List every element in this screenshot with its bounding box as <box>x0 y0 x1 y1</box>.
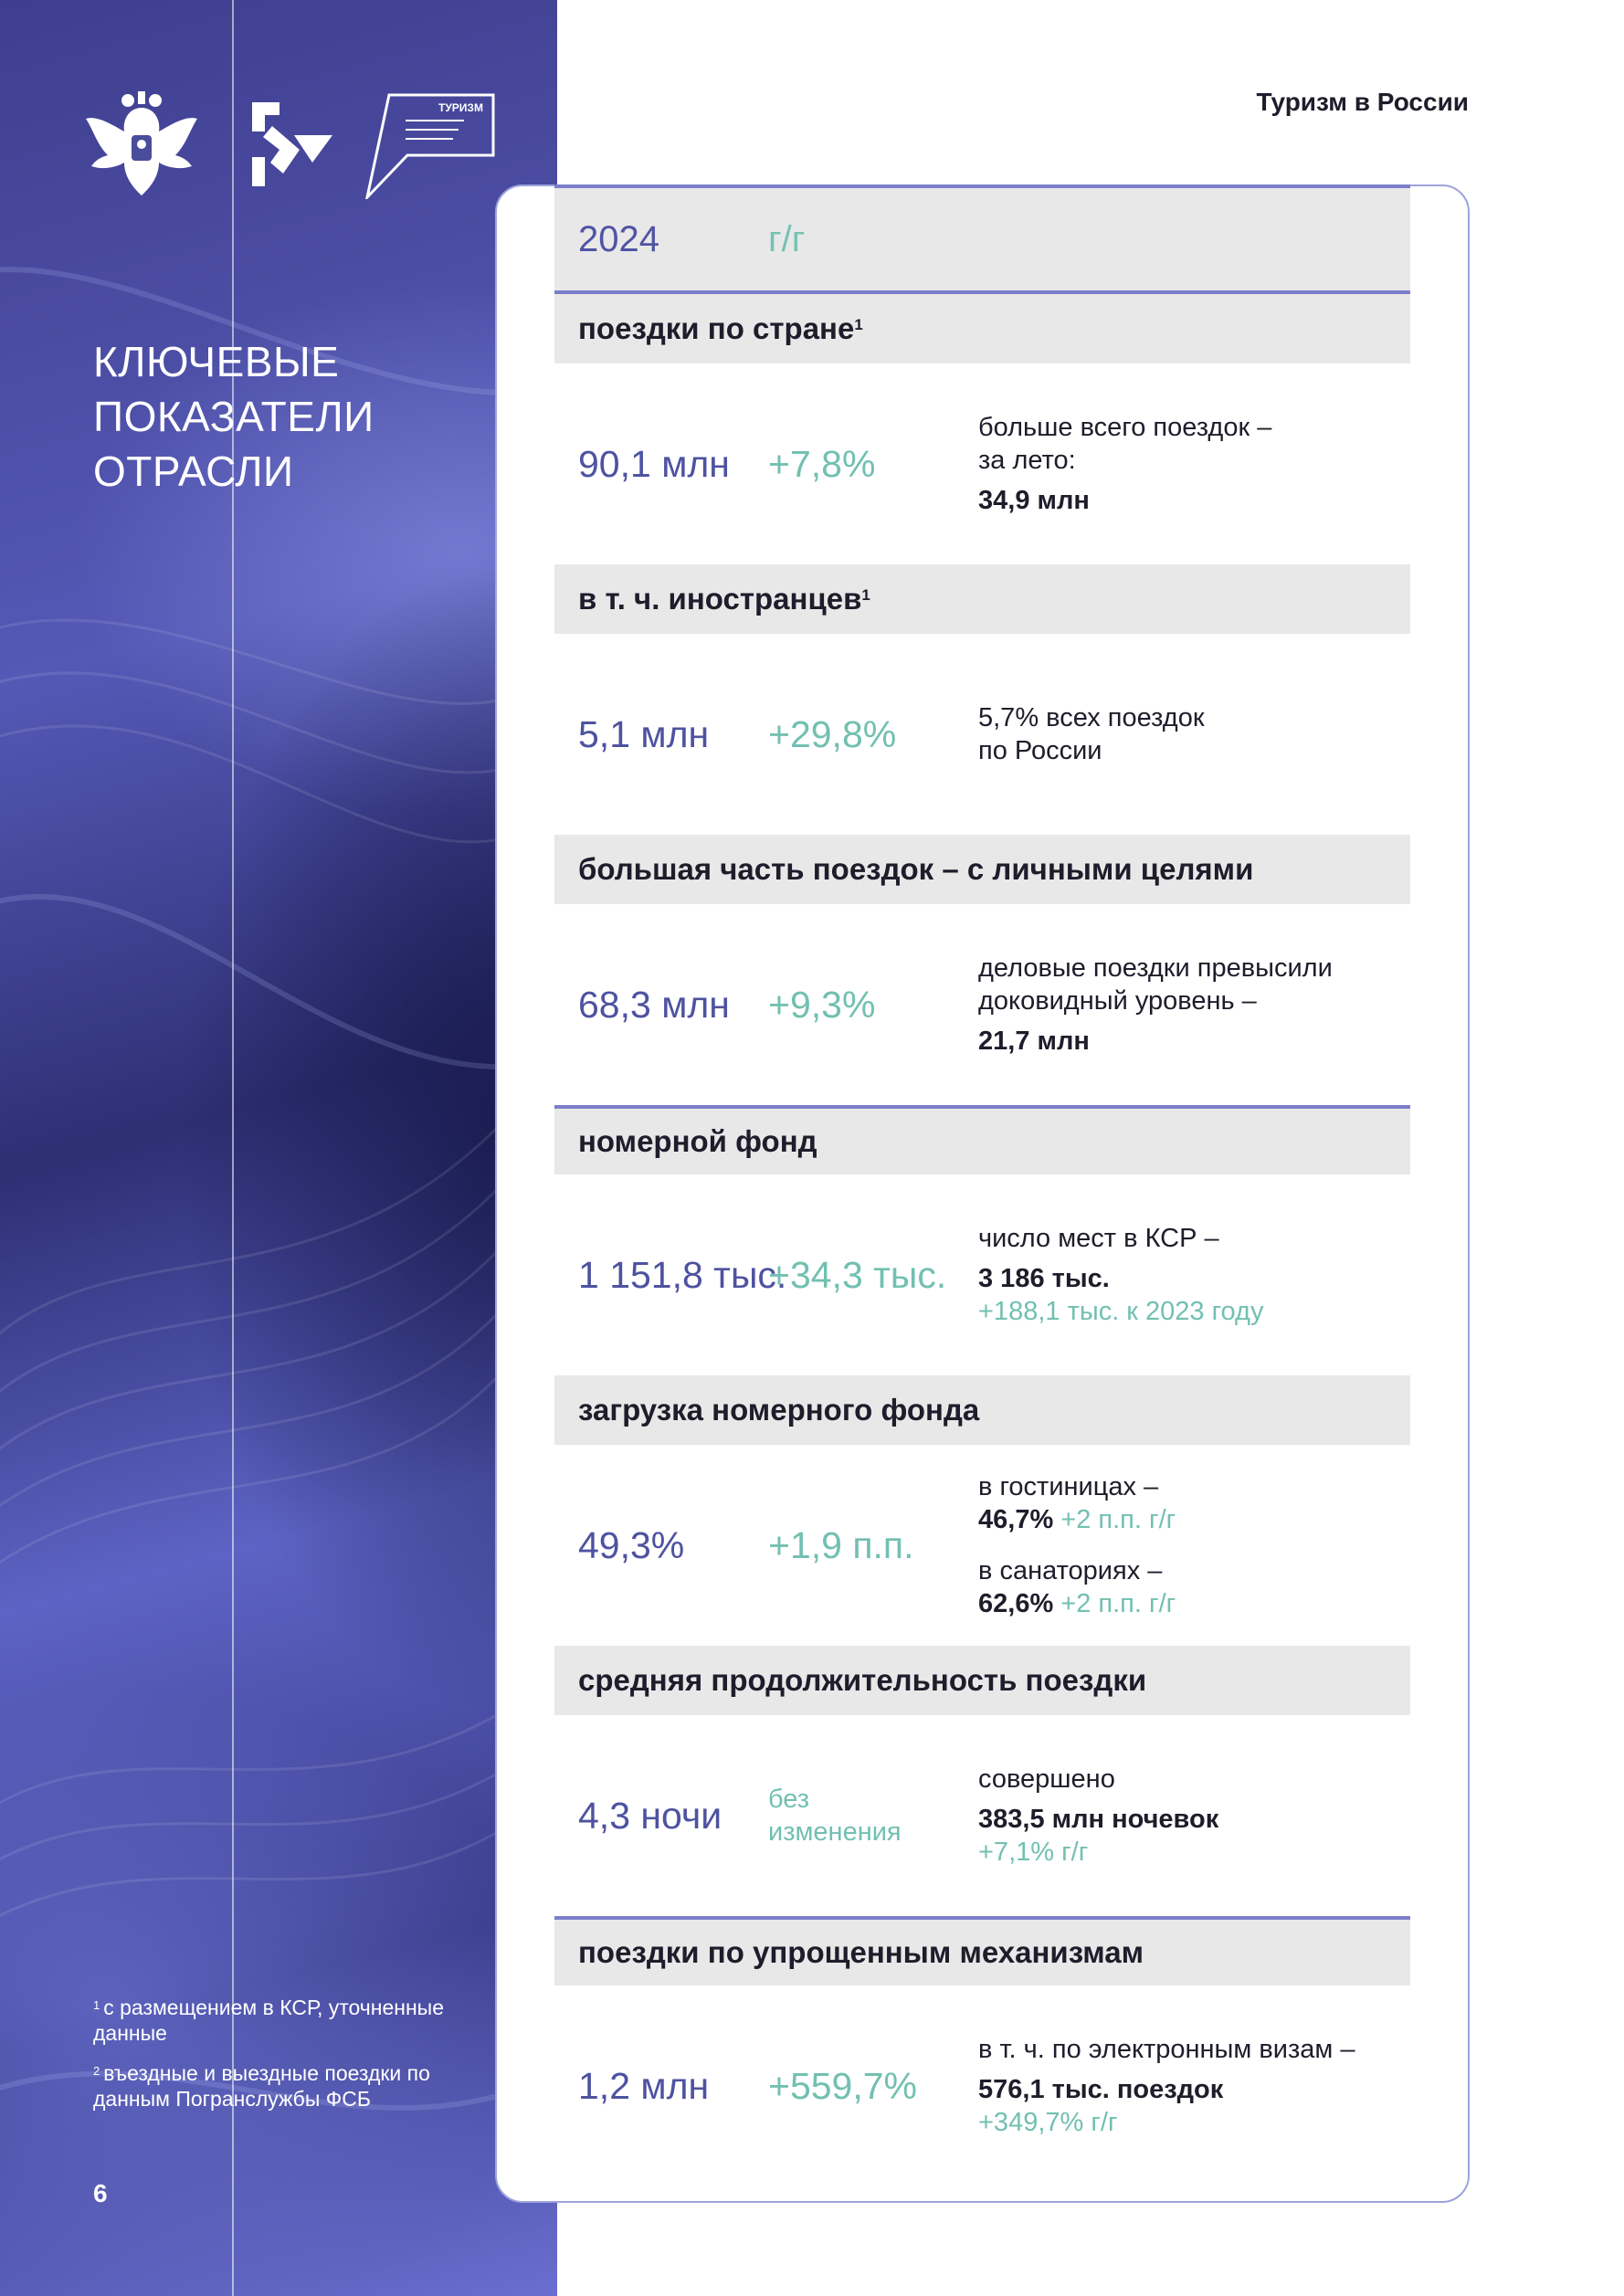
hotels-occupancy <box>978 1503 1410 1536</box>
section-title-text: в т. ч. иностранцев <box>578 582 862 616</box>
metric-change: +7,8% <box>768 442 876 485</box>
metric-note <box>978 411 1410 517</box>
metric-note <box>978 1222 1410 1328</box>
footnote-mark: 1 <box>93 1998 100 2012</box>
metric-note <box>978 701 1410 767</box>
sanatorium-value: 62,6% <box>978 1589 1054 1618</box>
section-title <box>554 1916 1410 1985</box>
heading-line: ПОКАЗАТЕЛИ <box>93 393 374 440</box>
column-yoy: г/г <box>768 218 806 259</box>
section-title <box>554 835 1410 904</box>
footnote-text: с размещением в КСР, уточненные данные <box>93 1996 444 2045</box>
hotels-value: 46,7% <box>978 1505 1054 1534</box>
note-highlight: 3 186 тыс. <box>978 1264 1110 1293</box>
note-line: деловые поездки превысили <box>978 953 1333 983</box>
note-line: за лето: <box>978 446 1076 475</box>
change-line: без <box>768 1785 810 1814</box>
metric-row <box>554 1985 1410 2186</box>
metric-note <box>978 2033 1410 2139</box>
metric-row <box>554 904 1410 1105</box>
note-change: +188,1 тыс. к 2023 году <box>978 1297 1264 1326</box>
brand-mark-icon <box>248 99 334 190</box>
section-title-text: поездки по упрощенным механизмам <box>578 1935 1144 1969</box>
page-number: 6 <box>93 2179 108 2207</box>
tour-logo-text: ТУРИЗМ <box>438 101 483 114</box>
note-highlight: 21,7 млн <box>978 1027 1090 1056</box>
metric-note <box>978 1763 1410 1869</box>
metric-row <box>554 634 1410 835</box>
metric-change: +559,7% <box>768 2064 917 2107</box>
footnotes <box>93 1995 486 2126</box>
column-year: 2024 <box>578 218 659 259</box>
footnote-text: въездные и выездные поездки по данным Погранслужбы ФСБ <box>93 2061 430 2111</box>
sanatorium-occupancy <box>978 1587 1410 1620</box>
footnote-2 <box>93 2060 486 2112</box>
section-title <box>554 294 1410 363</box>
section-title-text: средняя продолжительность поездки <box>578 1663 1147 1697</box>
metric-value: 1,2 млн <box>578 2064 710 2107</box>
footnote-1 <box>93 1995 486 2046</box>
hotels-change: +2 п.п. г/г <box>1060 1505 1176 1534</box>
metric-row <box>554 1445 1410 1646</box>
metric-change: +9,3% <box>768 983 876 1026</box>
metric-value: 68,3 млн <box>578 983 730 1026</box>
note-highlight: 34,9 млн <box>978 486 1090 515</box>
note-line: в т. ч. по электронным визам – <box>978 2035 1355 2064</box>
note-change: +7,1% г/г <box>978 1838 1089 1867</box>
metric-value: 5,1 млн <box>578 712 710 755</box>
note-line: совершено <box>978 1764 1115 1794</box>
metric-change: +1,9 п.п. <box>768 1523 914 1566</box>
state-emblem-eagle-icon <box>84 88 199 199</box>
metric-row <box>554 363 1410 564</box>
metric-change: +34,3 тыс. <box>768 1253 947 1296</box>
metric-change: +29,8% <box>768 712 897 755</box>
note-line: в санаториях – <box>978 1556 1163 1585</box>
metric-note <box>978 1470 1410 1620</box>
heading-line: ОТРАСЛИ <box>93 448 294 495</box>
footnote-mark: 2 <box>93 2064 100 2078</box>
metric-row <box>554 1715 1410 1916</box>
indicators-table <box>554 184 1410 2186</box>
heading-line: КЛЮЧЕВЫЕ <box>93 338 340 385</box>
note-line: 5,7% всех поездок <box>978 703 1205 732</box>
note-line: число мест в КСР – <box>978 1224 1219 1253</box>
metric-value: 49,3% <box>578 1523 685 1566</box>
footnote-ref: 1 <box>861 586 870 604</box>
section-heading <box>93 334 477 499</box>
footnote-ref: 1 <box>854 316 863 333</box>
note-change: +349,7% г/г <box>978 2108 1118 2137</box>
note-highlight: 576,1 тыс. поездок <box>978 2075 1224 2104</box>
document-header-title: Туризм в России <box>1256 88 1469 116</box>
section-title <box>554 1375 1410 1445</box>
metric-note <box>978 952 1410 1058</box>
cover-panel <box>0 0 557 2296</box>
note-highlight: 383,5 млн ночевок <box>978 1805 1219 1834</box>
metric-value: 90,1 млн <box>578 442 730 485</box>
change-line: изменения <box>768 1817 902 1847</box>
section-title-text: загрузка номерного фонда <box>578 1393 980 1427</box>
metric-value: 1 151,8 тыс. <box>578 1253 787 1296</box>
section-title-text: поездки по стране <box>578 311 855 345</box>
metric-row <box>554 1174 1410 1375</box>
note-line: больше всего поездок – <box>978 413 1272 442</box>
note-line: доковидный уровень – <box>978 986 1257 1016</box>
section-title <box>554 564 1410 634</box>
note-line: в гостиницах – <box>978 1472 1159 1501</box>
section-title <box>554 1646 1410 1715</box>
metric-value: 4,3 ночи <box>578 1794 722 1837</box>
table-column-header <box>554 184 1410 294</box>
note-line: по России <box>978 736 1102 765</box>
section-title-text: номерной фонд <box>578 1124 817 1158</box>
metric-change <box>768 1783 978 1848</box>
section-title-text: большая часть поездок – с личными целями <box>578 852 1254 886</box>
section-title <box>554 1105 1410 1174</box>
tourism-national-project-logo-icon <box>364 91 497 199</box>
sanatorium-change: +2 п.п. г/г <box>1060 1589 1176 1618</box>
